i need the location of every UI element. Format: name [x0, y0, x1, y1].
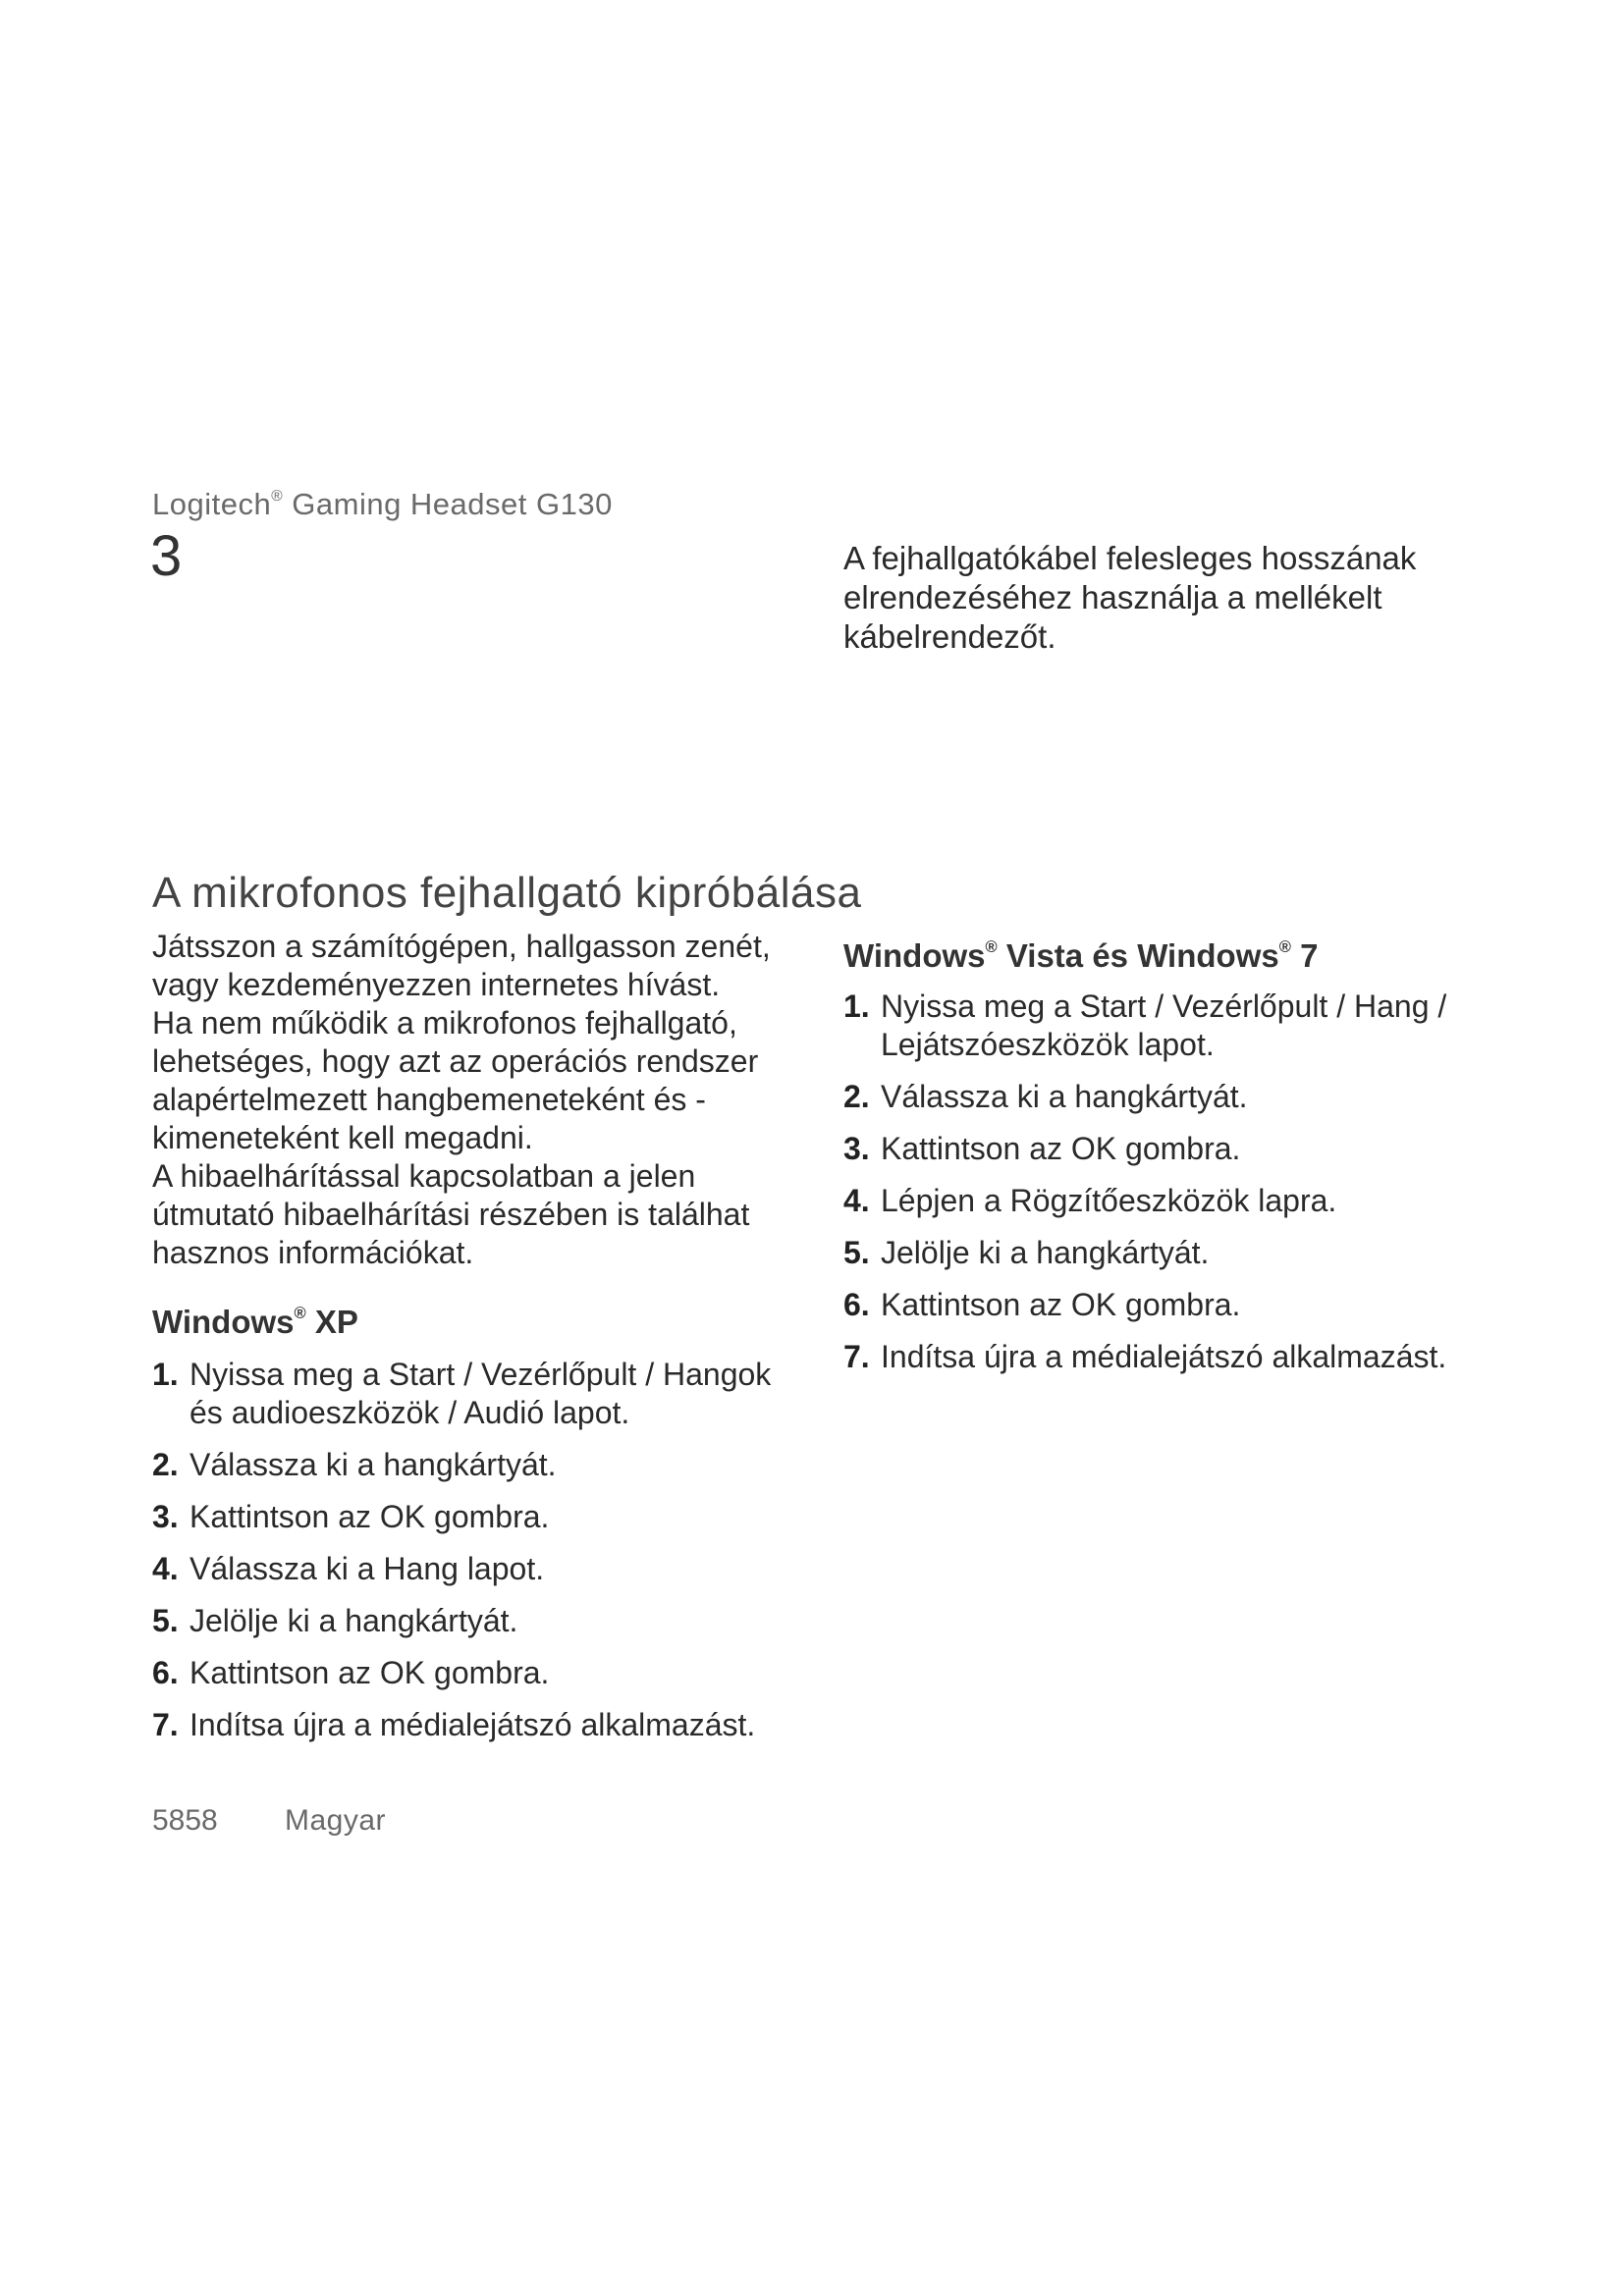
product-name: Gaming Headset G130 — [292, 487, 613, 521]
list-item: 7. Indítsa újra a médialejátszó alkalmazást. — [152, 1706, 756, 1742]
intro-text — [152, 928, 810, 1272]
list-item: 6. Kattintson az OK gombra. — [152, 1654, 550, 1690]
section-title: A mikrofonos fejhallgató kipróbálása — [152, 869, 862, 917]
brand-name: Logitech — [152, 487, 272, 521]
list-item: 2. Válassza ki a hangkártyát. — [843, 1078, 1248, 1114]
windows-xp-steps — [152, 1356, 810, 1744]
intro-paragraph: Játsszon a számítógépen, hallgasson zenét, vagy kezdeményezzen internetes hívást. — [152, 929, 771, 1002]
list-item: 5. Jelölje ki a hangkártyát. — [843, 1234, 1210, 1270]
step-number: 3 — [150, 524, 183, 588]
windows-vista-7-heading: Windows® Vista és Windows® 7 — [843, 936, 1319, 974]
list-item: 6. Kattintson az OK gombra. — [843, 1286, 1241, 1322]
list-item: 7. Indítsa újra a médialejátszó alkalmazást. — [843, 1338, 1447, 1374]
list-item: 1. Nyissa meg a Start / Vezérlőpult / Hang / Lejátszóeszközök lapot. — [843, 988, 1447, 1062]
left-column — [152, 928, 810, 1758]
windows-xp-heading: Windows® XP — [152, 1303, 358, 1340]
right-column — [843, 928, 1531, 1390]
cable-instruction: A fejhallgatókábel felesleges hosszának elrendezéséhez használja a mellékelt kábelrendezőt. — [843, 540, 1417, 655]
document-header — [152, 487, 613, 522]
list-item: 3. Kattintson az OK gombra. — [843, 1130, 1241, 1166]
footer-language: Magyar — [285, 1804, 387, 1837]
list-item: 4. Válassza ki a Hang lapot. — [152, 1550, 545, 1586]
intro-paragraph: A hibaelhárítással kapcsolatban a jelen útmutató hibaelhárítási részében is találhat hasznos információkat. — [152, 1158, 750, 1270]
list-item: 5. Jelölje ki a hangkártyát. — [152, 1602, 518, 1638]
list-item: 4. Lépjen a Rögzítőeszközök lapra. — [843, 1182, 1337, 1218]
list-item: 2. Válassza ki a hangkártyát. — [152, 1446, 557, 1482]
intro-paragraph: Ha nem működik a mikrofonos fejhallgató, lehetséges, hogy azt az operációs rendszer alapértelmezett hangbemeneteként és -kimeneteként kell megadni. — [152, 1005, 759, 1155]
windows-vista-7-steps — [843, 988, 1531, 1376]
list-item: 1. Nyissa meg a Start / Vezérlőpult / Hangok és audioeszközök / Audió lapot. — [152, 1356, 772, 1430]
list-item: 3. Kattintson az OK gombra. — [152, 1498, 550, 1534]
registered-mark: ® — [271, 488, 284, 506]
page-number: 5858 — [152, 1804, 218, 1837]
